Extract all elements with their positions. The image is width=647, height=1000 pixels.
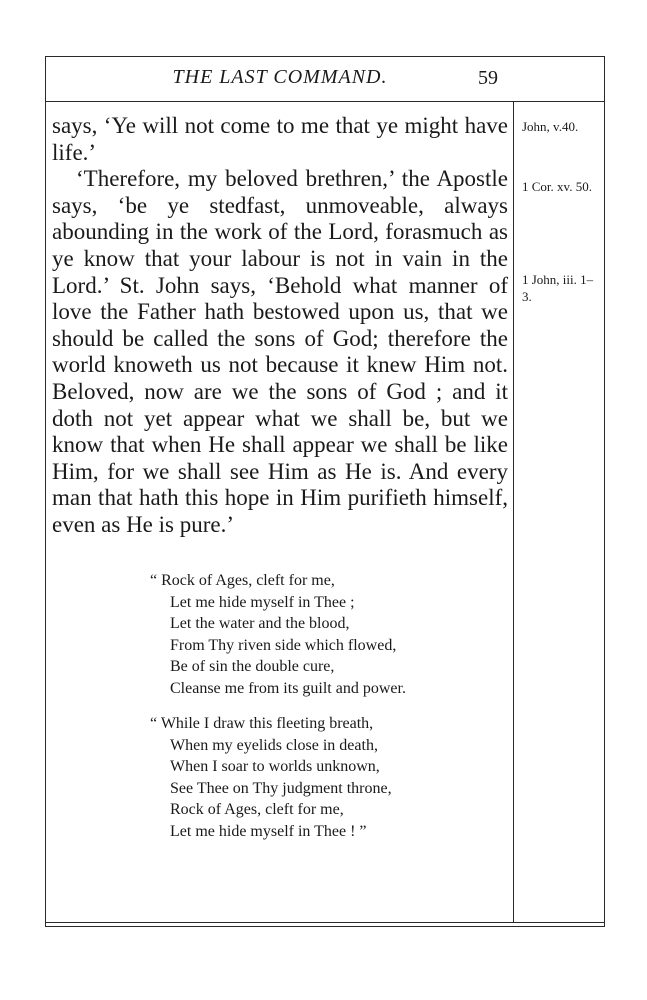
- poem-line: Let me hide myself in Thee ;: [170, 593, 355, 611]
- poem-line: See Thee on Thy judgment throne,: [170, 779, 392, 797]
- bottom-rule: [45, 922, 605, 923]
- poem-line: Be of sin the double cure,: [170, 658, 335, 676]
- body-text: [52, 113, 508, 539]
- poem-line: Rock of Ages, cleft for me,: [170, 801, 344, 819]
- poem-line: “ Rock of Ages, cleft for me,: [150, 572, 335, 589]
- paragraph: ‘Therefore, my beloved brethren,’ the Apostle says, ‘be ye stedfast, unmoveable, always abounding in the work of the Lord, forasmuch as ye know that your labour is not in vain in the Lord.’ St. John says, ‘Behold what manner of love the Father hath bestowed upon us, that we should be called the sons of God; therefore the world knoweth us not because it knew Him not. Beloved, now are we the sons of God ; and it doth not yet appear what we shall be, but we know that when He shall appear we shall be like Him, for we shall see Him as He is. And every man that hath this hope in Him purifieth himself, even as He is pure.’: [52, 166, 508, 537]
- poem-line: Cleanse me from its guilt and power.: [170, 679, 406, 697]
- header-rule: [45, 101, 605, 102]
- poem-line: Let me hide myself in Thee ! ”: [170, 822, 367, 840]
- paragraph: says, ‘Ye will not come to me that ye might have life.’: [52, 113, 508, 165]
- poem-line: “ While I draw this fleeting breath,: [150, 715, 374, 732]
- poem-stanza-1: [150, 570, 510, 700]
- poem-line: When I soar to worlds unknown,: [170, 758, 380, 776]
- margin-note: John, v.40.: [522, 119, 579, 134]
- poem-line: Let the water and the blood,: [170, 615, 350, 633]
- running-head: THE LAST COMMAND.: [172, 66, 388, 88]
- poem-line: When my eyelids close in death,: [170, 736, 378, 754]
- poem-stanza-2: [150, 713, 510, 843]
- bottom-rule-double: [45, 926, 605, 927]
- margin-rule: [513, 101, 514, 922]
- margin-note: 1 Cor. xv. 50.: [522, 179, 592, 194]
- page-number: 59: [478, 67, 498, 89]
- margin-note: 1 John, iii. 1–3.: [522, 272, 594, 304]
- poem-line: From Thy riven side which flowed,: [170, 636, 397, 654]
